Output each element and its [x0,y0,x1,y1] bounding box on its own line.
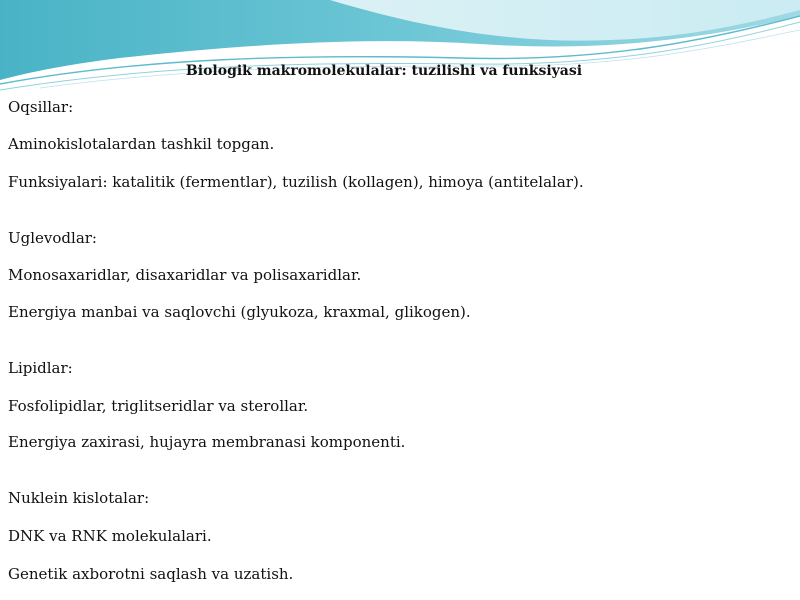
section-line: Fosfolipidlar, triglitseridlar va sterollar. [8,397,309,415]
section-line: DNK va RNK molekulalari. [8,527,212,545]
section-line: Genetik axborotni saqlash va uzatish. [8,565,294,583]
section-line: Aminokislotalardan tashkil topgan. [8,135,275,153]
section-line: Energiya zaxirasi, hujayra membranasi komponenti. [8,433,406,451]
section-line: Energiya manbai va saqlovchi (glyukoza, kraxmal, glikogen). [8,303,471,321]
section-heading: Nuklein kislotalar: [8,489,150,507]
section-heading: Oqsillar: [8,98,74,116]
section-line: Monosaxaridlar, disaxaridlar va polisaxaridlar. [8,266,362,284]
slide-title: Biologik makromolekulalar: tuzilishi va funksiyasi [185,63,583,79]
section-heading: Lipidlar: [8,359,73,377]
section-line: Funksiyalari: katalitik (fermentlar), tuzilish (kollagen), himoya (antitelalar). [8,173,584,191]
section-heading: Uglevodlar: [8,229,97,247]
header-wave-decoration [0,0,800,110]
